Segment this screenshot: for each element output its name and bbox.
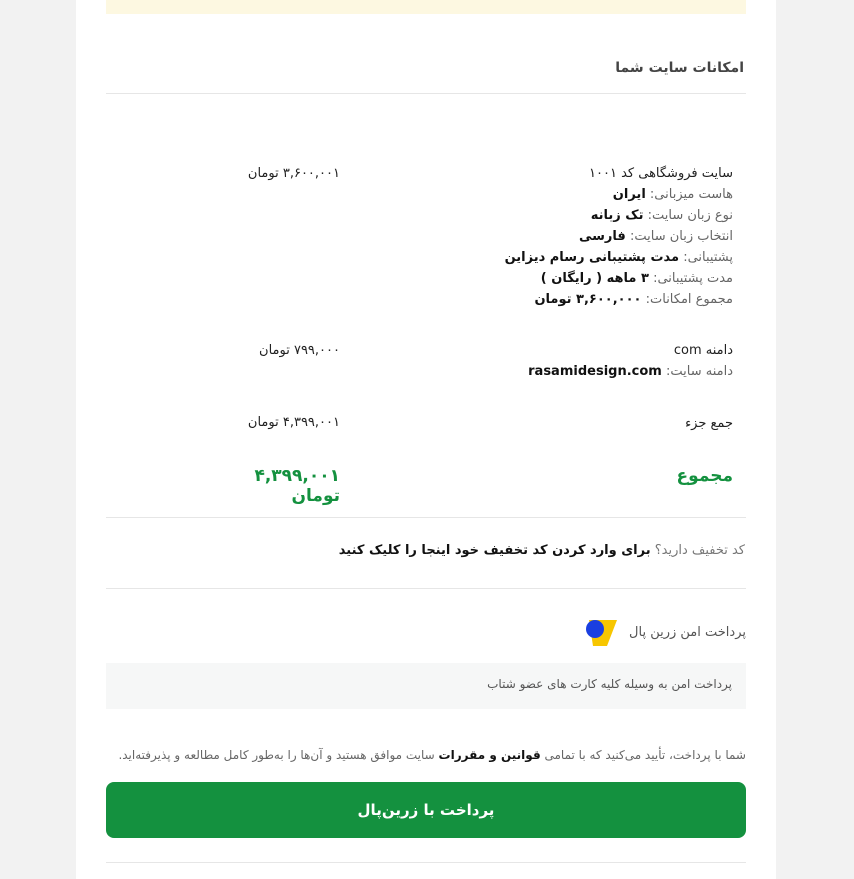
meta-value: rasamidesign.com bbox=[528, 364, 662, 379]
subtotal-price: ۴,۳۹۹,۰۰۱ تومان bbox=[247, 415, 340, 430]
divider bbox=[106, 588, 746, 589]
item-meta-features-total bbox=[534, 292, 733, 307]
subtotal-label: جمع جزء bbox=[685, 416, 733, 431]
meta-value: ایران bbox=[612, 187, 646, 202]
item-price: ۷۹۹,۰۰۰ تومان bbox=[259, 343, 340, 358]
meta-value: مدت پشتیبانی رسام دیزاین bbox=[504, 250, 680, 265]
item-meta-support-duration bbox=[541, 271, 733, 286]
meta-key: مجموع امکانات: bbox=[645, 292, 733, 307]
terms-link[interactable]: قوانین و مقررات bbox=[438, 748, 541, 762]
item-title: دامنه com bbox=[673, 343, 733, 358]
notice-bar bbox=[106, 0, 746, 14]
meta-value: تک زبانه bbox=[590, 208, 644, 223]
coupon-link[interactable]: برای وارد کردن کد تخفیف خود اینجا را کلیک کنید bbox=[338, 543, 651, 558]
terms-after: سایت موافق هستید و آن‌ها را به‌طور کامل مطالعه و پذیرفته‌اید. bbox=[118, 748, 439, 762]
meta-value: ۳ ماهه ( رایگان ) bbox=[540, 271, 649, 286]
item-price: ۳,۶۰۰,۰۰۱ تومان bbox=[247, 166, 340, 181]
item-meta-language-type bbox=[591, 208, 733, 223]
coupon-question: کد تخفیف دارید؟ bbox=[654, 543, 745, 558]
meta-key: انتخاب زبان سایت: bbox=[629, 229, 733, 244]
terms-notice bbox=[118, 748, 746, 762]
terms-before: شما با پرداخت، تأیید می‌کنید که با تمامی bbox=[540, 748, 746, 762]
total-label: مجموع bbox=[676, 466, 733, 486]
section-title: امکانات سایت شما bbox=[615, 60, 744, 76]
gateway-label: پرداخت امن زرین پال bbox=[629, 624, 746, 640]
item-meta-host bbox=[613, 187, 733, 202]
meta-key: نوع زبان سایت: bbox=[647, 208, 733, 223]
meta-key: دامنه سایت: bbox=[665, 364, 733, 379]
item-meta-language bbox=[579, 229, 733, 244]
coupon-prompt bbox=[339, 543, 745, 558]
meta-key: هاست میزبانی: bbox=[649, 187, 733, 202]
divider bbox=[106, 517, 746, 518]
divider bbox=[106, 862, 746, 863]
pay-with-zarinpal-button[interactable]: پرداخت با زرین‌پال bbox=[106, 782, 746, 838]
item-title: سایت فروشگاهی کد ۱۰۰۱ bbox=[589, 166, 733, 181]
total-price: ۴,۳۹۹,۰۰۱ تومان bbox=[254, 466, 340, 506]
item-meta-domain bbox=[528, 364, 733, 379]
divider bbox=[106, 93, 746, 94]
meta-key: پشتیبانی: bbox=[683, 250, 733, 265]
item-meta-support bbox=[505, 250, 733, 265]
meta-value: ۳,۶۰۰,۰۰۰ تومان bbox=[534, 292, 642, 307]
meta-value: فارسی bbox=[579, 229, 626, 244]
gateway-description-box bbox=[106, 663, 746, 709]
gateway-description: پرداخت امن به وسیله کلیه کارت های عضو شتاب bbox=[487, 677, 732, 691]
payment-gateway-option[interactable] bbox=[583, 616, 746, 648]
meta-key: مدت پشتیبانی: bbox=[653, 271, 733, 286]
zarinpal-logo-icon bbox=[583, 616, 617, 648]
